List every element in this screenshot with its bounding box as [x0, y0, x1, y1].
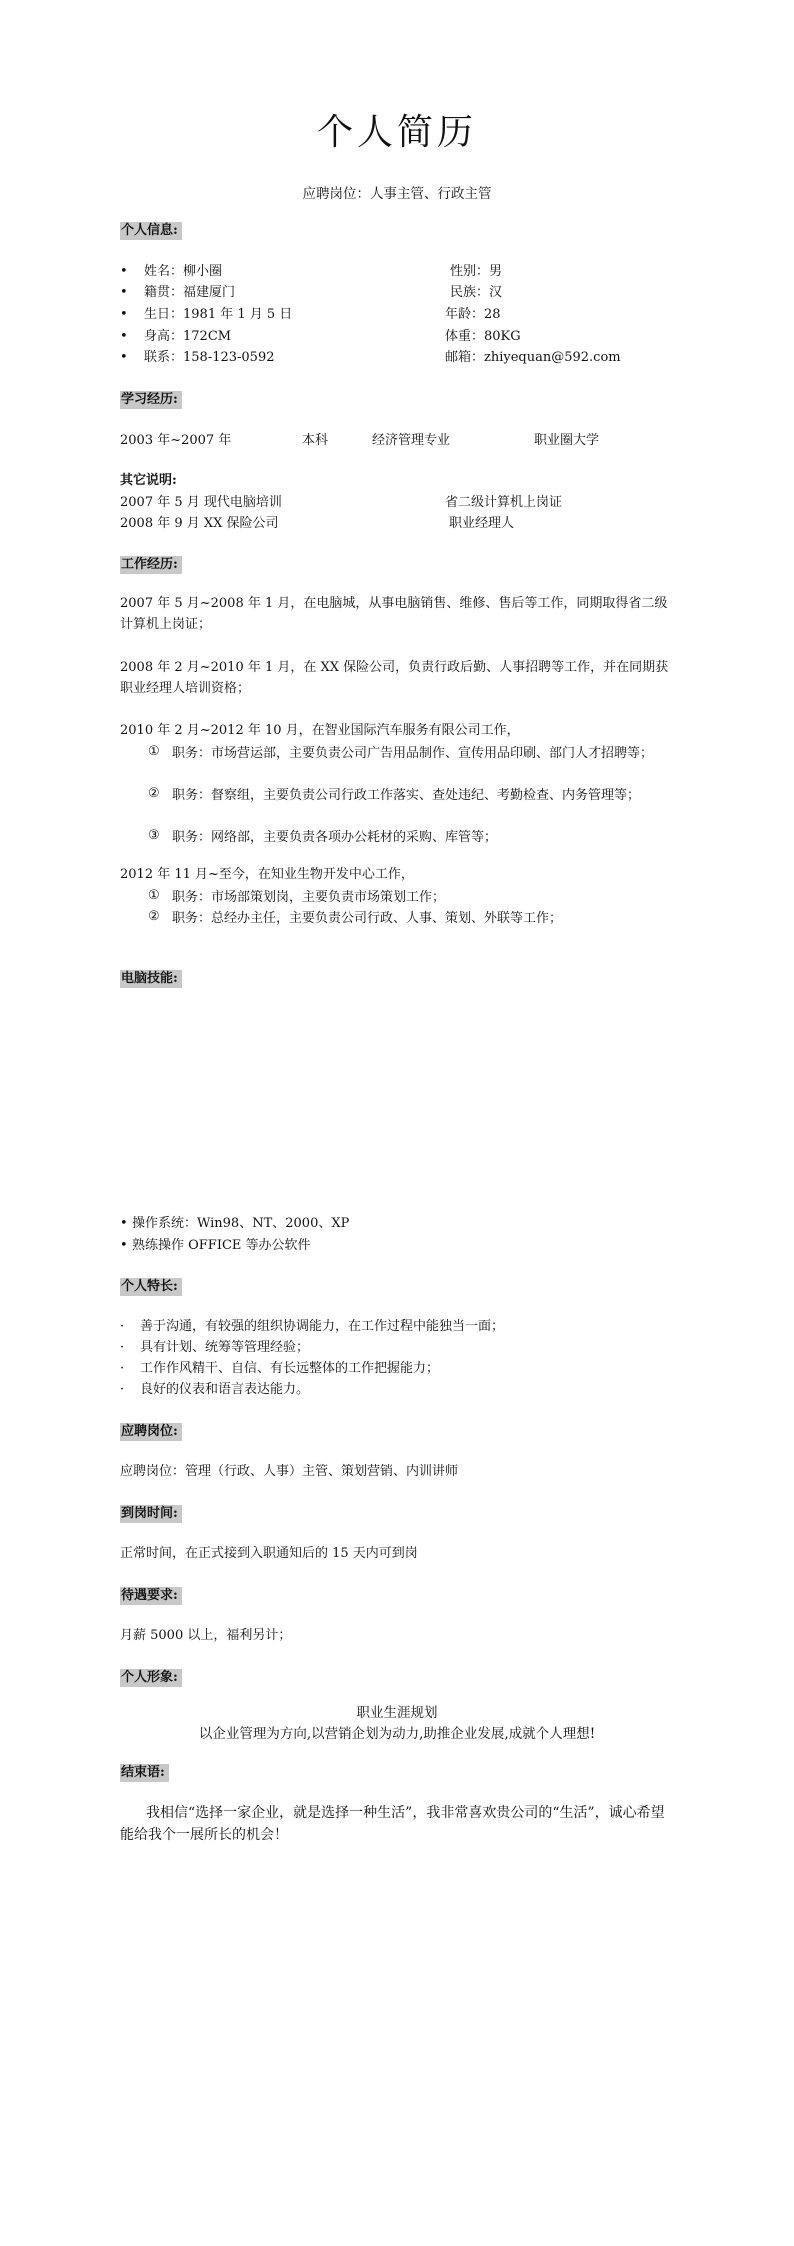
list-item: • 生日：1981 年 1 月 5 日: [120, 307, 293, 322]
section-label-work: 工作经历:: [120, 556, 182, 574]
section-label-computer: 电脑技能:: [120, 970, 182, 988]
info-ethnicity: 民族：汉: [450, 285, 503, 300]
work-item-text: 职务：网络部，主要负责各项办公耗材的采购、库管等；: [172, 830, 498, 845]
list-item: · 良好的仪表和语言表达能力。: [120, 1382, 310, 1397]
work-item-text: 职务：督察组，主要负责公司行政工作落实、查处违纪、考勤检查、内务管理等；: [172, 788, 641, 803]
other-row-left: 2007 年 5 月 现代电脑培训: [120, 495, 282, 510]
work-item-text: 职务：市场部策划岗，主要负责市场策划工作；: [172, 890, 446, 905]
education-school: 职业圈大学: [534, 433, 600, 448]
work-paragraph: 2007 年 5 月~2008 年 1 月，在电脑城，从事电脑销售、维修、售后等工作，同期取得省二级计算机上岗证；: [120, 596, 668, 632]
career-plan-text: 以企业管理为方向,以营销企划为动力,助推企业发展,成就个人理想!: [198, 1726, 596, 1742]
list-item: • 姓名：柳小圈: [120, 264, 223, 279]
work-item-number: ②: [148, 786, 160, 801]
section-label-arrival: 到岗时间:: [120, 1505, 182, 1523]
work-item-text: 职务：市场营运部，主要负责公司广告用品制作、宣传用品印刷、部门人才招聘等；: [172, 746, 654, 761]
list-item: · 善于沟通，有较强的组织协调能力，在工作过程中能独当一面；: [120, 1319, 505, 1334]
closing-text: 我相信“选择一家企业，就是选择一种生活”，我非常喜欢贵公司的“生活”，诚心希望能给我个一展所长的机会！: [120, 1805, 665, 1843]
education-period: 2003 年~2007 年: [120, 433, 232, 448]
section-label-other: 其它说明:: [120, 473, 177, 488]
page-title: 个人简历: [316, 112, 477, 153]
work-paragraph: 2008 年 2 月~2010 年 1 月，在 XX 保险公司，负责行政后勤、人事招聘等工作，并在同期获职业经理人培训资格；: [120, 660, 669, 696]
list-item: • 籍贯：福建厦门: [120, 285, 236, 300]
salary-text: 月薪 5000 以上，福利另计；: [120, 1628, 292, 1643]
section-label-traits: 个人特长:: [120, 1278, 182, 1296]
page-subtitle: 应聘岗位：人事主管、行政主管: [302, 186, 492, 202]
info-gender: 性别：男: [450, 264, 503, 279]
other-row-right: 职业经理人: [449, 516, 515, 531]
work-item-text: 职务：总经办主任，主要负责公司行政、人事、策划、外联等工作；: [172, 911, 563, 926]
list-item: • 联系：158-123-0592: [120, 350, 275, 365]
list-item: • 熟练操作 OFFICE 等办公软件: [120, 1238, 311, 1253]
section-label-salary: 待遇要求:: [120, 1587, 182, 1605]
work-paragraph: 2012 年 11 月~至今，在知业生物开发中心工作，: [120, 867, 414, 882]
info-age: 年龄：28: [445, 307, 501, 322]
list-item: • 身高：172CM: [120, 329, 232, 344]
work-paragraph: 2010 年 2 月~2012 年 10 月，在智业国际汽车服务有限公司工作，: [120, 723, 520, 738]
list-item: · 具有计划、统筹等管理经验；: [120, 1340, 310, 1355]
work-item-number: ③: [148, 828, 160, 843]
section-label-position: 应聘岗位:: [120, 1423, 182, 1441]
career-plan-title: 职业生涯规划: [356, 1705, 438, 1721]
position-text: 应聘岗位：管理（行政、人事）主管、策划营销、内训讲师: [120, 1464, 459, 1479]
list-item: • 操作系统：Win98、NT、2000、XP: [120, 1216, 350, 1231]
section-label-closing: 结束语:: [120, 1764, 169, 1782]
arrival-text: 正常时间，在正式接到入职通知后的 15 天内可到岗: [120, 1546, 418, 1561]
info-email: 邮箱：zhiyequan@592.com: [445, 350, 621, 365]
list-item: · 工作作风精干、自信、有长远整体的工作把握能力；: [120, 1361, 440, 1376]
education-degree: 本科: [302, 433, 329, 448]
other-row-left: 2008 年 9 月 XX 保险公司: [120, 516, 279, 531]
section-label-personal: 个人信息:: [120, 222, 182, 240]
work-item-number: ②: [148, 909, 160, 924]
section-label-image: 个人形象:: [120, 1669, 182, 1687]
work-item-number: ①: [148, 888, 160, 903]
section-label-education: 学习经历:: [120, 391, 182, 409]
info-weight: 体重：80KG: [445, 329, 521, 344]
work-item-number: ①: [148, 744, 160, 759]
education-major: 经济管理专业: [372, 433, 451, 448]
other-row-right: 省二级计算机上岗证: [445, 495, 563, 510]
